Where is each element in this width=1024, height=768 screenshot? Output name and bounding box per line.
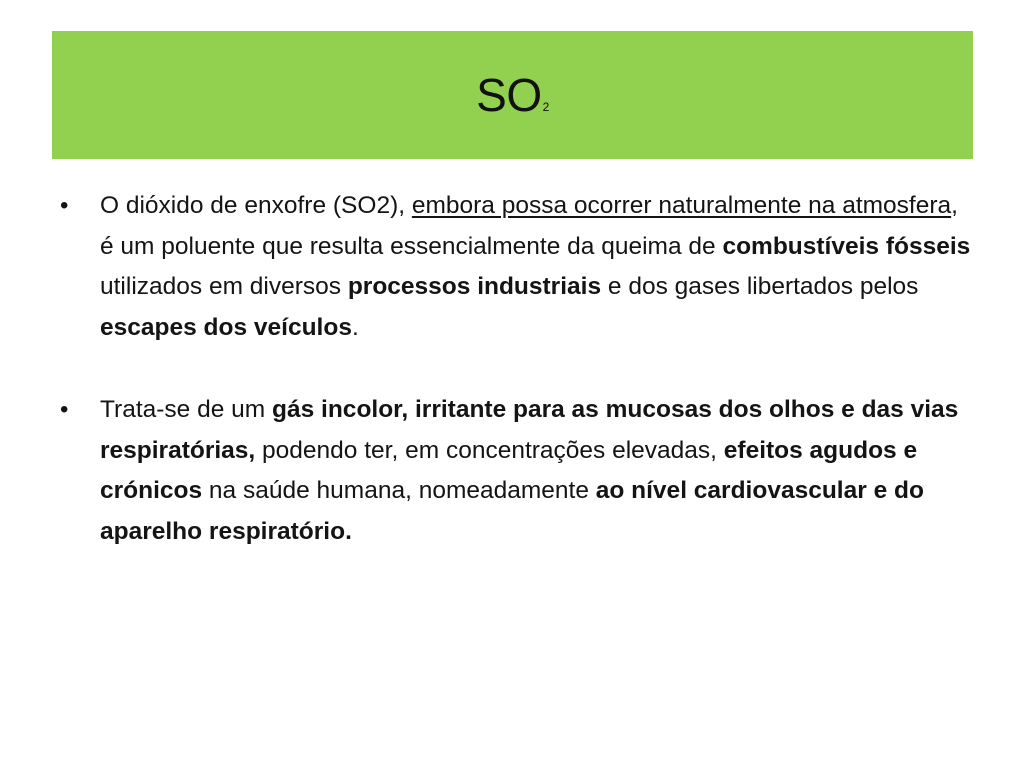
bullet-text-segment: Trata-se de um [100,396,273,423]
underlined-text: embora possa ocorrer naturalmente na atmosfera [411,192,952,219]
bold-text: ao nível cardiovascular e do aparelho respiratório. [100,477,924,545]
bullet-text-segment: na saúde humana, nomeadamente [202,477,596,504]
title-bar [52,31,973,159]
bullet-text-segment: utilizados em diversos [100,273,348,300]
bullet-text-segment: e dos gases libertados pelos [601,273,919,300]
bullet-text [100,396,958,545]
bullet-text [100,192,970,341]
bold-text: efeitos agudos e crónicos [100,436,918,504]
title-subscript: 2 [542,100,549,114]
bullet-text-segment: podendo ter, em concentrações elevadas, [255,436,724,464]
bold-text: gás incolor, irritante para as mucosas dos olhos e das vias respiratórias, [100,396,959,464]
title-main: SO [476,69,542,121]
bullet-icon: • [60,192,69,219]
slide-title [476,69,549,121]
bullet-text-segment: O dióxido de enxofre (SO2), [100,192,412,219]
bold-text: processos industriais [347,273,602,300]
bold-text: escapes dos veículos [100,313,352,341]
bullet-text-segment: . [351,313,359,341]
bold-text: combustíveis fósseis [722,232,971,260]
slide-content [60,186,978,552]
bullet-item [60,186,978,348]
bullet-item [60,390,978,552]
bullet-text-segment: , é um poluente que resulta essencialmente da queima de [100,192,958,260]
bullet-icon: • [60,396,69,423]
